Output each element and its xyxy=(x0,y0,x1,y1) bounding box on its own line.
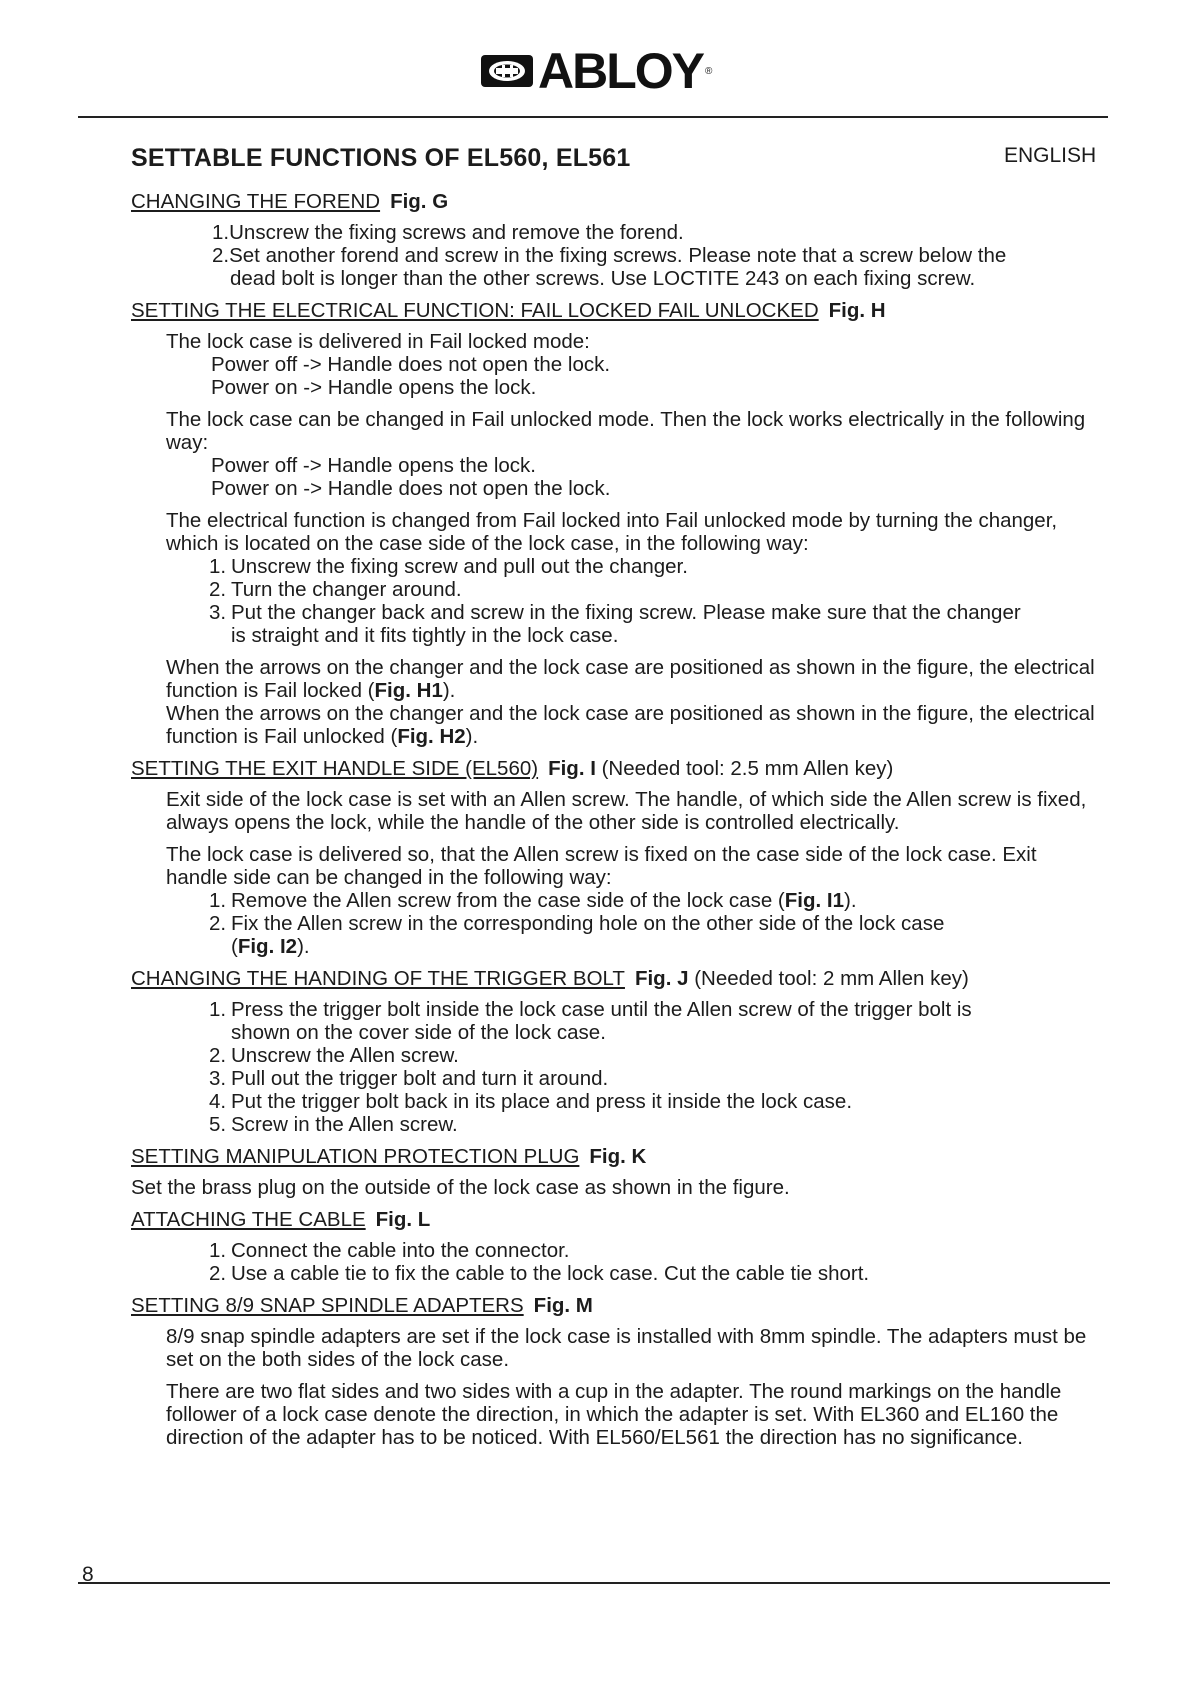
figure-ref: Fig. G xyxy=(390,190,449,213)
step-list xyxy=(209,998,1101,1136)
list-item: 1. Remove the Allen screw from the case side of the lock case (Fig. I1). xyxy=(209,889,857,912)
section-electrical-function xyxy=(131,299,1101,748)
footer-divider xyxy=(78,1582,1110,1584)
list-item: 2. Unscrew the Allen screw. xyxy=(209,1044,459,1067)
step-list xyxy=(209,889,1101,958)
heading-text: SETTING THE ELECTRICAL FUNCTION: FAIL LOCKED FAIL UNLOCKED xyxy=(131,299,819,322)
paragraph: The lock case is delivered in Fail locked mode: Power off -> Handle does not open the lock. Power on -> Handle opens the lock. xyxy=(166,330,1101,399)
tool-note: (Needed tool: 2 mm Allen key) xyxy=(694,967,969,990)
list-item: 5. Screw in the Allen screw. xyxy=(209,1113,458,1136)
text-line: Power on -> Handle does not open the lock. xyxy=(211,477,611,500)
section-heading xyxy=(131,299,1101,322)
list-item: 1.Unscrew the fixing screws and remove the forend. xyxy=(212,221,684,244)
section-heading xyxy=(131,757,1101,780)
figure-ref: Fig. J xyxy=(634,967,689,990)
heading-text: ATTACHING THE CABLE xyxy=(131,1208,366,1231)
list-item: 1. Unscrew the fixing screw and pull out the changer. xyxy=(209,555,688,578)
text-line: Power off -> Handle does not open the lock. xyxy=(211,353,611,376)
section-heading xyxy=(131,1208,1101,1231)
heading-text: SETTING THE EXIT HANDLE SIDE (EL560) xyxy=(131,757,539,780)
figure-ref: Fig. K xyxy=(589,1145,647,1168)
page-title: SETTABLE FUNCTIONS OF EL560, EL561 xyxy=(131,144,631,172)
paragraph: 8/9 snap spindle adapters are set if the lock case is installed with 8mm spindle. The adapters must be set on the both sides of the lock case. xyxy=(166,1325,1087,1371)
paragraph: Set the brass plug on the outside of the lock case as shown in the figure. xyxy=(131,1176,790,1199)
section-trigger-bolt xyxy=(131,967,1101,1136)
tool-note: (Needed tool: 2.5 mm Allen key) xyxy=(601,757,894,780)
text-line: Power on -> Handle opens the lock. xyxy=(211,376,537,399)
list-item: 4. Put the trigger bolt back in its place and press it inside the lock case. xyxy=(209,1090,853,1113)
abloy-key-logo-icon xyxy=(480,53,534,89)
figure-ref: Fig. L xyxy=(375,1208,431,1231)
list-item: 2. Use a cable tie to fix the cable to the lock case. Cut the cable tie short. xyxy=(209,1262,870,1285)
registered-mark: ® xyxy=(705,65,713,77)
list-item: 2.Set another forend and screw in the fixing screws. Please note that a screw below the dead bolt is longer than the other screws. Use LOCTITE 243 on each fixing screw. xyxy=(212,244,1007,290)
list-item: 3. Put the changer back and screw in the fixing screw. Please make sure that the changer is straight and it fits tightly in the lock case. xyxy=(209,601,1021,647)
logo-text: ABLOY xyxy=(538,43,703,99)
section-heading xyxy=(131,190,1101,213)
list-item: 2. Fix the Allen screw in the corresponding hole on the other side of the lock case (Fig. I2). xyxy=(209,912,945,958)
heading-text: SETTING 8/9 SNAP SPINDLE ADAPTERS xyxy=(131,1294,524,1317)
paragraph: Exit side of the lock case is set with an Allen screw. The handle, of which side the Allen screw is fixed, always opens the lock, while the handle of the other side is controlled electrically. xyxy=(166,788,1087,834)
step-list xyxy=(212,221,1101,290)
step-list xyxy=(209,1239,1101,1285)
list-item: 3. Pull out the trigger bolt and turn it around. xyxy=(209,1067,609,1090)
text-line: Power off -> Handle opens the lock. xyxy=(211,454,536,477)
section-attaching-cable xyxy=(131,1208,1101,1285)
figure-ref: Fig. H xyxy=(828,299,886,322)
section-protection-plug xyxy=(131,1145,1101,1199)
heading-text: SETTING MANIPULATION PROTECTION PLUG xyxy=(131,1145,580,1168)
document-body xyxy=(131,190,1101,1458)
section-heading xyxy=(131,967,1101,990)
paragraph: The lock case can be changed in Fail unlocked mode. Then the lock works electrically in the following way: Power off -> Handle opens the lock. Power on -> Handle does not open the lock. xyxy=(166,408,1101,500)
figure-ref: Fig. I xyxy=(548,757,596,780)
section-exit-handle-side xyxy=(131,757,1101,958)
list-item: 1. Connect the cable into the connector. xyxy=(209,1239,570,1262)
heading-text: CHANGING THE FOREND xyxy=(131,190,381,213)
language-label: ENGLISH xyxy=(1004,144,1097,167)
paragraph: When the arrows on the changer and the lock case are positioned as shown in the figure, the electrical function is Fail locked (Fig. H1). When the arrows on the changer and the lock case are positioned as shown in the figure, the electrical function is Fail unlocked (Fig. H2). xyxy=(166,656,1095,748)
heading-text: CHANGING THE HANDING OF THE TRIGGER BOLT xyxy=(131,967,625,990)
step-list xyxy=(209,555,1101,647)
page-number: 8 xyxy=(82,1563,94,1586)
list-item: 2. Turn the changer around. xyxy=(209,578,462,601)
section-spindle-adapters xyxy=(131,1294,1101,1449)
paragraph: The lock case is delivered so, that the Allen screw is fixed on the case side of the lock case. Exit handle side can be changed in the following way: xyxy=(166,843,1037,889)
section-changing-forend xyxy=(131,190,1101,290)
header-divider xyxy=(78,116,1108,118)
section-heading xyxy=(131,1145,1101,1168)
list-item: 1. Press the trigger bolt inside the lock case until the Allen screw of the trigger bolt is shown on the cover side of the lock case. xyxy=(209,998,972,1044)
paragraph: The electrical function is changed from Fail locked into Fail unlocked mode by turning the changer, which is located on the case side of the lock case, in the following way: xyxy=(166,509,1058,555)
abloy-logo xyxy=(480,43,713,99)
figure-ref: Fig. M xyxy=(533,1294,593,1317)
section-heading xyxy=(131,1294,1101,1317)
paragraph: There are two flat sides and two sides with a cup in the adapter. The round markings on the handle follower of a lock case denote the direction, in which the adapter is set. With EL360 and EL160 the direction of the adapter has to be noticed. With EL560/EL561 the direction has no significance. xyxy=(166,1380,1062,1449)
